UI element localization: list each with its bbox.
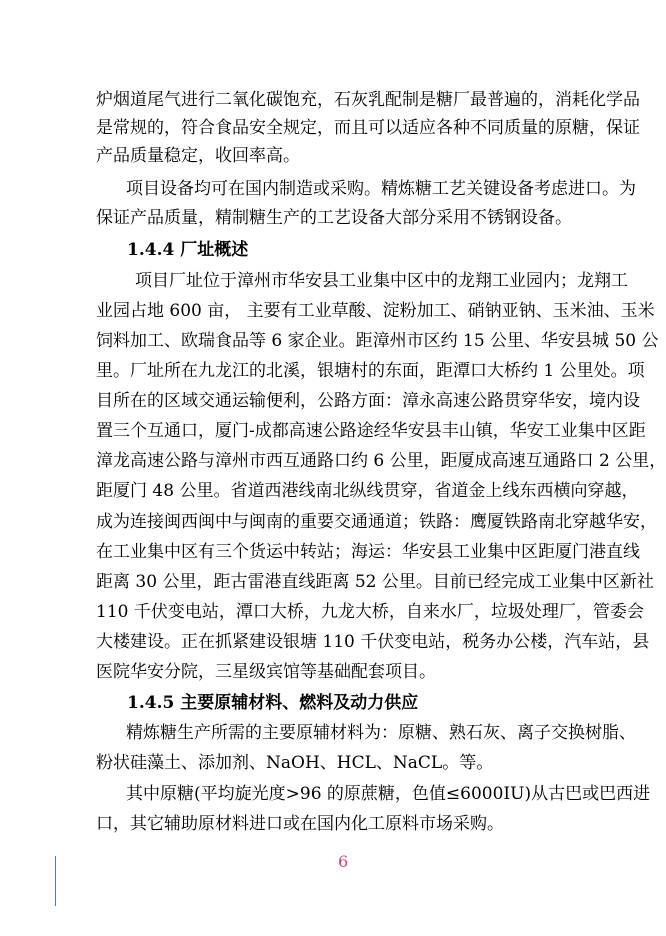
text-line: 里。厂址所在九龙江的北溪，银塘村的东面，距潭口大桥约 1 公里处。项 — [96, 361, 645, 381]
text-line: 精炼糖生产所需的主要原辅材料为：原糖、熟石灰、离子交换树脂、 — [126, 723, 636, 743]
text-line: 业园占地 600 亩， 主要有工业草酸、淀粉加工、硝钠亚钠、玉米油、玉米 — [96, 301, 655, 321]
text-line: 其中原糖(平均旋光度>96 的原蔗糖，色值≤6000IU)从古巴或巴西进 — [126, 784, 651, 804]
text-line: 项目设备均可在国内制造或采购。精炼糖工艺关键设备考虑进口。为 — [126, 179, 636, 199]
text-line: 距离 30 公里，距古雷港直线距离 52 公里。目前已经完成工业集中区新社 — [96, 572, 654, 592]
text-line: 项目厂址位于漳州市华安县工业集中区中的龙翔工业园内；龙翔工 — [135, 271, 628, 291]
text-line: 医院华安分院，三星级宾馆等基础配套项目。 — [96, 662, 436, 682]
text-line: 成为连接闽西闽中与闽南的重要交通通道；铁路：鹰厦铁路南北穿越华安， — [96, 512, 657, 532]
text-line: 目所在的区域交通运输便利，公路方面：漳永高速公路贯穿华安，境内设 — [96, 391, 640, 411]
text-line: 产品质量稳定，收回率高。 — [96, 146, 300, 166]
text-line: 漳龙高速公路与漳州市西互通路口约 6 公里，距厦成高速互通路口 2 公里， — [96, 451, 666, 471]
text-line: 大楼建设。正在抓紧建设银塘 110 千伏变电站，税务办公楼，汽车站，县 — [96, 632, 650, 652]
page-number: 6 — [338, 852, 349, 871]
text-line: 在工业集中区有三个货运中转站；海运：华安县工业集中区距厦门港直线 — [96, 542, 640, 562]
text-line: 粉状硅藻土、添加剂、NaOH、HCL、NaCL。等。 — [96, 753, 494, 773]
section-heading: 1.4.5 主要原辅材料、燃料及动力供应 — [127, 693, 419, 713]
text-line: 保证产品质量，精制糖生产的工艺设备大部分采用不锈钢设备。 — [96, 208, 572, 228]
text-line: 置三个互通口，厦门-成都高速公路途经华安县丰山镇，华安工业集中区距 — [96, 421, 646, 441]
text-line: 口，其它辅助原材料进口或在国内化工原料市场采购。 — [96, 814, 504, 834]
text-line: 是常规的，符合食品安全规定，而且可以适应各种不同质量的原糖，保证 — [96, 118, 640, 138]
margin-line — [55, 856, 56, 906]
text-line: 饲料加工、欧瑞食品等 6 家企业。距漳州市区约 15 公里、华安县城 50 公 — [96, 331, 659, 351]
text-line: 炉烟道尾气进行二氧化碳饱充，石灰乳配制是糖厂最普遍的，消耗化学品 — [96, 90, 640, 110]
text-line: 110 千伏变电站，潭口大桥，九龙大桥，自来水厂，垃圾处理厂，管委会 — [96, 602, 644, 622]
section-heading: 1.4.4 厂址概述 — [127, 240, 249, 260]
text-line: 距厦门 48 公里。省道西港线南北纵线贯穿，省道金上线东西横向穿越， — [96, 481, 639, 501]
